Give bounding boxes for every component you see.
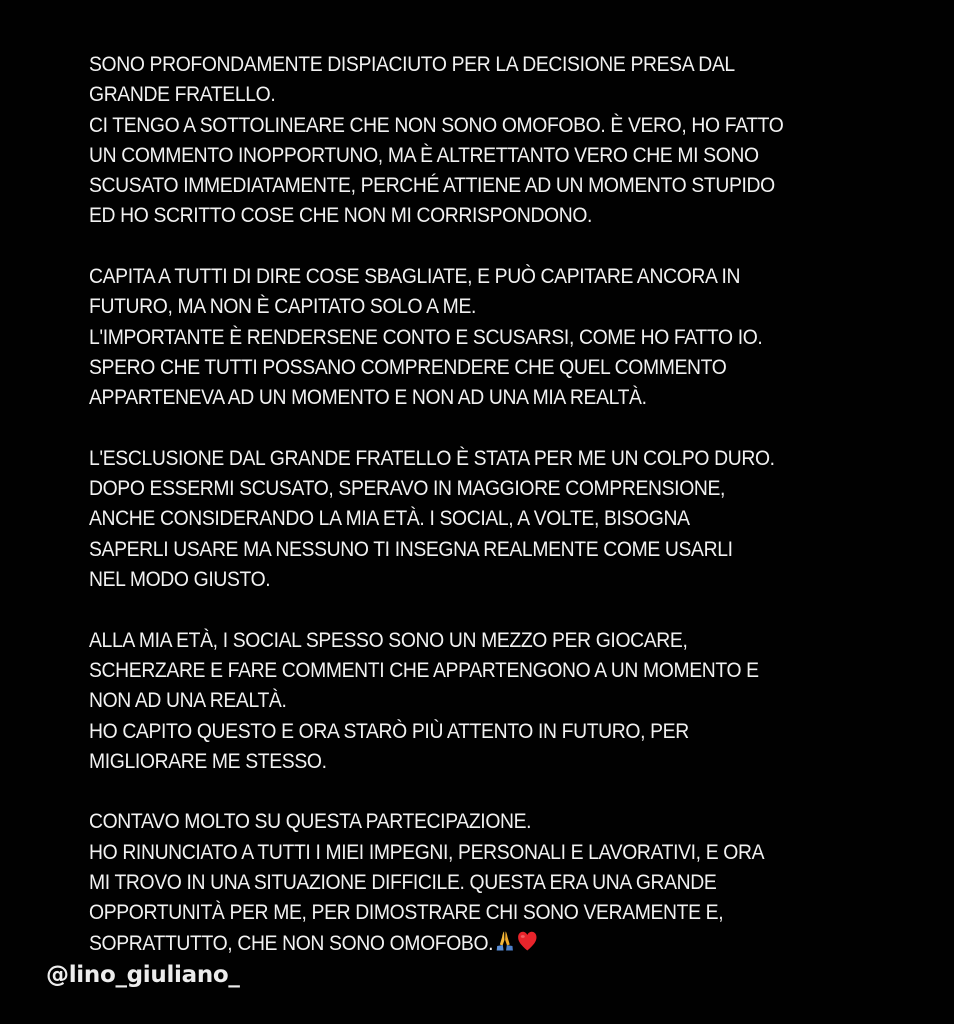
text-line: FUTURO, MA NON È CAPITATO SOLO A ME.	[89, 294, 477, 319]
text-line: SAPERLI USARE MA NESSUNO TI INSEGNA REALMENTE COME USARLI	[89, 536, 733, 561]
text-line: SCUSATO IMMEDIATAMENTE, PERCHÉ ATTIENE AD UN MOMENTO STUPIDO	[89, 173, 775, 198]
text-line-last	[89, 928, 827, 958]
text-line: DOPO ESSERMI SCUSATO, SPERAVO IN MAGGIORE COMPRENSIONE,	[89, 476, 726, 501]
text-line: L'IMPORTANTE È RENDERSENE CONTO E SCUSARSI, COME HO FATTO IO.	[89, 324, 763, 349]
paragraph-2	[89, 261, 827, 412]
red-heart-icon	[517, 929, 539, 953]
text-line: L'ESCLUSIONE DAL GRANDE FRATELLO È STATA PER ME UN COLPO DURO.	[89, 445, 775, 470]
text-line: MI TROVO IN UNA SITUAZIONE DIFFICILE. QUESTA ERA UNA GRANDE	[89, 870, 717, 895]
text-line: CI TENGO A SOTTOLINEARE CHE NON SONO OMOFOBO. È VERO, HO FATTO	[89, 112, 784, 137]
text-line: ANCHE CONSIDERANDO LA MIA ETÀ. I SOCIAL, A VOLTE, BISOGNA	[89, 506, 690, 531]
text-line: CAPITA A TUTTI DI DIRE COSE SBAGLIATE, E PUÒ CAPITARE ANCORA IN	[89, 264, 741, 289]
text-line-content: SOPRATTUTTO, CHE NON SONO OMOFOBO.	[89, 930, 494, 955]
text-line: OPPORTUNITÀ PER ME, PER DIMOSTRARE CHI SONO VERAMENTE E,	[89, 900, 724, 925]
text-line: NON AD UNA REALTÀ.	[89, 688, 287, 713]
text-line: ALLA MIA ETÀ, I SOCIAL SPESSO SONO UN MEZZO PER GIOCARE,	[89, 627, 688, 652]
text-line: SONO PROFONDAMENTE DISPIACIUTO PER LA DECISIONE PRESA DAL	[89, 52, 735, 76]
folded-hands-icon	[494, 929, 516, 953]
text-line: HO CAPITO QUESTO E ORA STARÒ PIÙ ATTENTO IN FUTURO, PER	[89, 718, 689, 743]
text-line: SCHERZARE E FARE COMMENTI CHE APPARTENGONO A UN MOMENTO E	[89, 657, 759, 682]
text-line: HO RINUNCIATO A TUTTI I MIEI IMPEGNI, PERSONALI E LAVORATIVI, E ORA	[89, 839, 765, 864]
text-line: CONTAVO MOLTO SU QUESTA PARTECIPAZIONE.	[89, 809, 532, 834]
text-line: SPERO CHE TUTTI POSSANO COMPRENDERE CHE QUEL COMMENTO	[89, 354, 727, 379]
statement-text	[89, 49, 827, 958]
text-line: UN COMMENTO INOPPORTUNO, MA È ALTRETTANTO VERO CHE MI SONO	[89, 142, 759, 167]
text-line: ED HO SCRITTO COSE CHE NON MI CORRISPONDONO.	[89, 203, 593, 228]
text-line: GRANDE FRATELLO.	[89, 82, 276, 107]
username-handle: @lino_giuliano_	[46, 962, 240, 988]
paragraph-4	[89, 625, 827, 776]
text-line: APPARTENEVA AD UN MOMENTO E NON AD UNA MIA REALTÀ.	[89, 385, 647, 410]
text-line: MIGLIORARE ME STESSO.	[89, 748, 327, 773]
paragraph-1	[89, 49, 827, 231]
paragraph-3	[89, 443, 827, 594]
paragraph-5	[89, 806, 827, 957]
text-line: NEL MODO GIUSTO.	[89, 567, 271, 592]
